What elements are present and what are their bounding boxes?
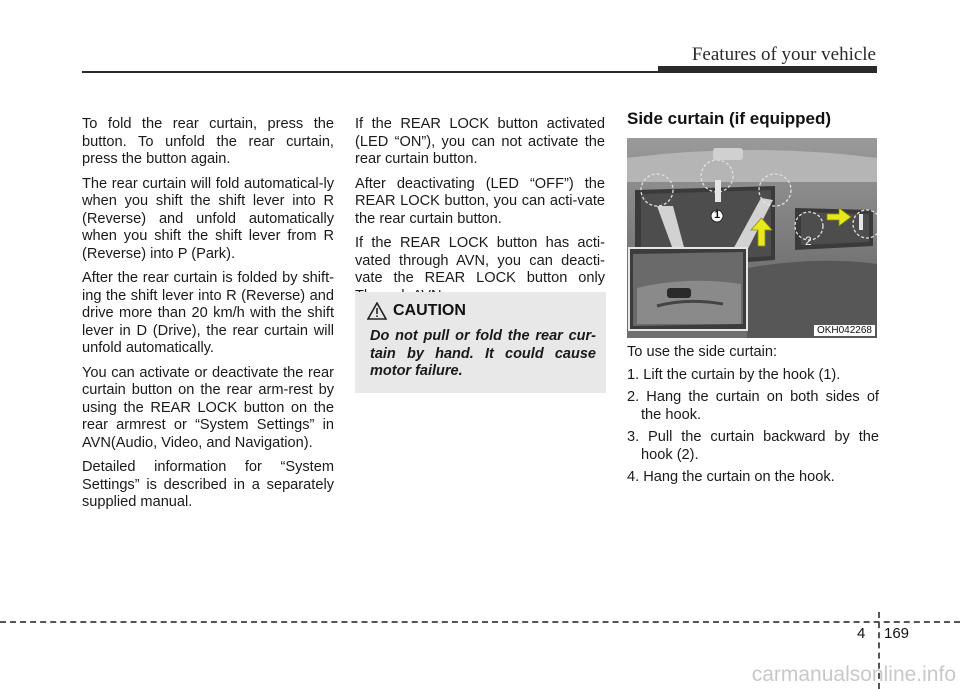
caution-box xyxy=(355,292,606,393)
instructions-lead: To use the side curtain: xyxy=(627,344,778,360)
footer-rule xyxy=(0,621,960,623)
column-3 xyxy=(627,110,877,141)
list-item: 2. Hang the curtain on both sides of the hook. xyxy=(627,389,879,423)
header-rule-accent xyxy=(658,66,877,73)
list-item: 4. Hang the curtain on the hook. xyxy=(627,469,835,485)
side-curtain-illustration xyxy=(627,138,877,338)
caution-text: Do not pull or fold the rear cur-tain by hand. It could cause motor failure. xyxy=(370,328,596,379)
callout-label-2: 2 xyxy=(805,234,812,248)
caution-header xyxy=(367,302,466,320)
paragraph: After the rear curtain is folded by shift-ing the shift lever into R (Reverse) and drive more than 20 km/h with the shift lever in D (Drive), the rear curtain will unfold automatically. xyxy=(82,270,334,356)
chapter-number: 4 xyxy=(857,625,866,642)
side-curtain-instructions xyxy=(627,344,879,492)
column-1 xyxy=(82,116,334,519)
callout-label-1: 1 xyxy=(713,209,721,221)
paragraph: If the REAR LOCK button has acti-vated through AVN, you can deacti-vate the REAR LOCK button only xyxy=(355,235,605,286)
list-item: 1. Lift the curtain by the hook (1). xyxy=(627,366,841,383)
side-curtain-figure xyxy=(627,138,877,338)
page-header-title: Features of your vehicle xyxy=(691,44,876,65)
figure-code: OKH042268 xyxy=(814,325,875,336)
list-item: 3. Pull the curtain backward by the hook (2). xyxy=(627,429,879,463)
paragraph: Detailed information for “System Settings” is described in a separately supplied manual. xyxy=(82,459,334,510)
column-2 xyxy=(355,116,605,312)
warning-triangle-icon xyxy=(367,302,387,320)
paragraph: You can activate or deactivate the rear curtain button on the rear arm-rest by using the REAR LOCK button on the rear armrest or “System Settings” in AVN(Audio, Video, and Navigation). xyxy=(82,364,334,451)
paragraph: The rear curtain will fold automatical-ly when you shift the shift lever into R (Reverse) and unfold automatically when you shift the shift lever from R (Reverse) into P (Park). xyxy=(82,175,334,262)
page-number: 169 xyxy=(884,625,910,642)
paragraph: To fold the rear curtain, press the button. To unfold the rear curtain, press the button again. xyxy=(82,116,334,167)
caution-title: CAUTION xyxy=(393,302,466,319)
paragraph: If the REAR LOCK button activated (LED “ON”), you can not activate the rear curtain button. xyxy=(355,116,605,167)
instructions-steps xyxy=(627,367,879,487)
section-title: Side curtain (if equipped) xyxy=(627,109,832,128)
watermark: carmanualsonline.info xyxy=(751,663,956,686)
paragraph: After deactivating (LED “OFF”) the REAR LOCK button, you can acti-vate the rear curtain button. xyxy=(355,175,605,227)
